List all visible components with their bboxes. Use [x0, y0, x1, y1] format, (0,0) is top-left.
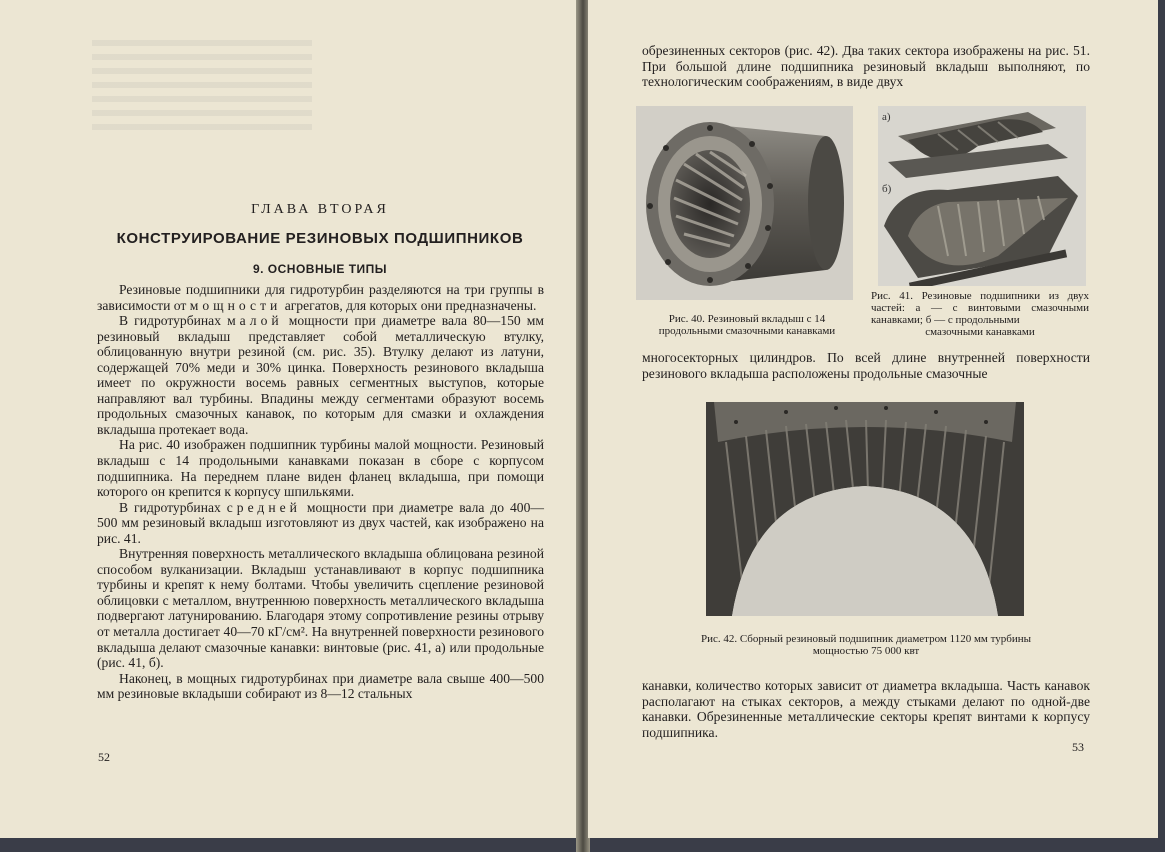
paragraph	[97, 313, 544, 437]
figure-42-caption: Рис. 42. Сборный резиновый подшипник диаметром 1120 мм турбины мощностью 75 000 квт	[700, 633, 1032, 657]
page-number: 52	[98, 750, 110, 764]
right-end-text	[642, 678, 1090, 740]
right-intro-text	[642, 43, 1090, 90]
caption-line: смазочными канавками	[925, 326, 1035, 338]
bleed-through-text	[92, 40, 312, 130]
paragraph: многосекторных цилиндров. По всей длине внутренней поверхности резинового вкладыша расположены продольные смазочные	[642, 350, 1090, 381]
section-title: 9. ОСНОВНЫЕ ТИПЫ	[252, 262, 388, 276]
figure-40-image	[636, 106, 853, 300]
paragraph-text: агрегатов, для которых они предназначены.	[284, 297, 537, 313]
figure-41-caption	[871, 290, 1089, 338]
paragraph: Внутренняя поверхность металлического вкладыша облицована резиной способом вулканизации. Вкладыш устанавливают в корпус подшипника турбины и крепят к нему болтами. Чтобы увеличить сцепление резиновой облицовки с металлом, внутреннюю поверхность металлического вкладыша подвергают латунированию. Благодаря этому сопротивление резины отрыву от металла достигает 40—70 кГ/см². На внутренней поверхности резинового вкладыша делают смазочные канавки: винтовые (рис. 41, а) или продольные (рис. 41, б).	[97, 546, 544, 671]
chapter-label: ГЛАВА ВТОРАЯ	[251, 202, 389, 217]
caption-line: Рис. 41. Резиновые подшипники из двух частей: а — с винтовыми смазочными канавками; б — с продольными	[871, 290, 1089, 326]
figure-42-image	[706, 402, 1024, 616]
spaced-word: мощности	[189, 297, 282, 313]
left-page	[0, 0, 578, 838]
figure-40-caption: Рис. 40. Резиновый вкладыш с 14 продольными смазочными канавками	[658, 313, 836, 337]
paragraph-text: мощности при диаметре вала до 400—500 мм резиновый вкладыш изготовляют из двух частей, как изображено на рис. 41.	[97, 499, 544, 546]
paragraph	[97, 282, 544, 313]
paragraph: канавки, количество которых зависит от диаметра вкладыша. Часть канавок располагают на стыках секторов, а между стыками делают по одной-две канавки. Обрезиненные металлические секторы крепят винтами к корпусу подшипника.	[642, 678, 1090, 740]
fig41-label-b: б)	[882, 183, 892, 195]
left-body-text	[97, 282, 544, 702]
spaced-word: средней	[226, 499, 301, 515]
right-page	[588, 0, 1158, 838]
page-number: 53	[1072, 740, 1084, 754]
paragraph-text: мощности при диаметре вала 80—150 мм резиновый вкладыш представляет собой металлическую втулку, облицованную внутри резиной (см. рис. 35). Втулку делают из латуни, содержащей 70% меди и 30% цинка. Поверхность резинового вкладыша имеет по окружности восемь равных сегментных выступов, которые направляют вал турбины. Впадины между сегментами образуют восемь продольных смазочных канавок, по которым для смазки и охлаждения вкладыша протекает вода.	[97, 313, 544, 437]
fig41-label-a: а)	[882, 111, 891, 123]
paragraph-text: Резиновые подшипники для гидротурбин разделяются на три группы в зависимости от	[97, 282, 544, 313]
paragraph-text: В гидротурбинах	[119, 313, 222, 329]
paragraph: На рис. 40 изображен подшипник турбины малой мощности. Резиновый вкладыш с 14 продольными канавками показан в сборе с корпусом подшипника. На переднем плане виден фланец вкладыша, при помощи которого он крепится к корпусу шпилькями.	[97, 437, 544, 500]
chapter-title: КОНСТРУИРОВАНИЕ РЕЗИНОВЫХ ПОДШИПНИКОВ	[116, 230, 524, 247]
spaced-word: малой	[227, 313, 283, 329]
paragraph	[97, 500, 544, 547]
paragraph: обрезиненных секторов (рис. 42). Два таких сектора изображены на рис. 51. При большой длине подшипника резиновый вкладыш выполняют, по технологическим соображениям, в виде двух	[642, 43, 1090, 90]
right-mid-text	[642, 350, 1090, 381]
figure-41-image	[878, 106, 1086, 286]
paragraph: Наконец, в мощных гидротурбинах при диаметре вала свыше 400—500 мм резиновые вкладыши собирают из 8—12 стальных	[97, 670, 544, 702]
paragraph-text: В гидротурбинах	[119, 499, 221, 515]
